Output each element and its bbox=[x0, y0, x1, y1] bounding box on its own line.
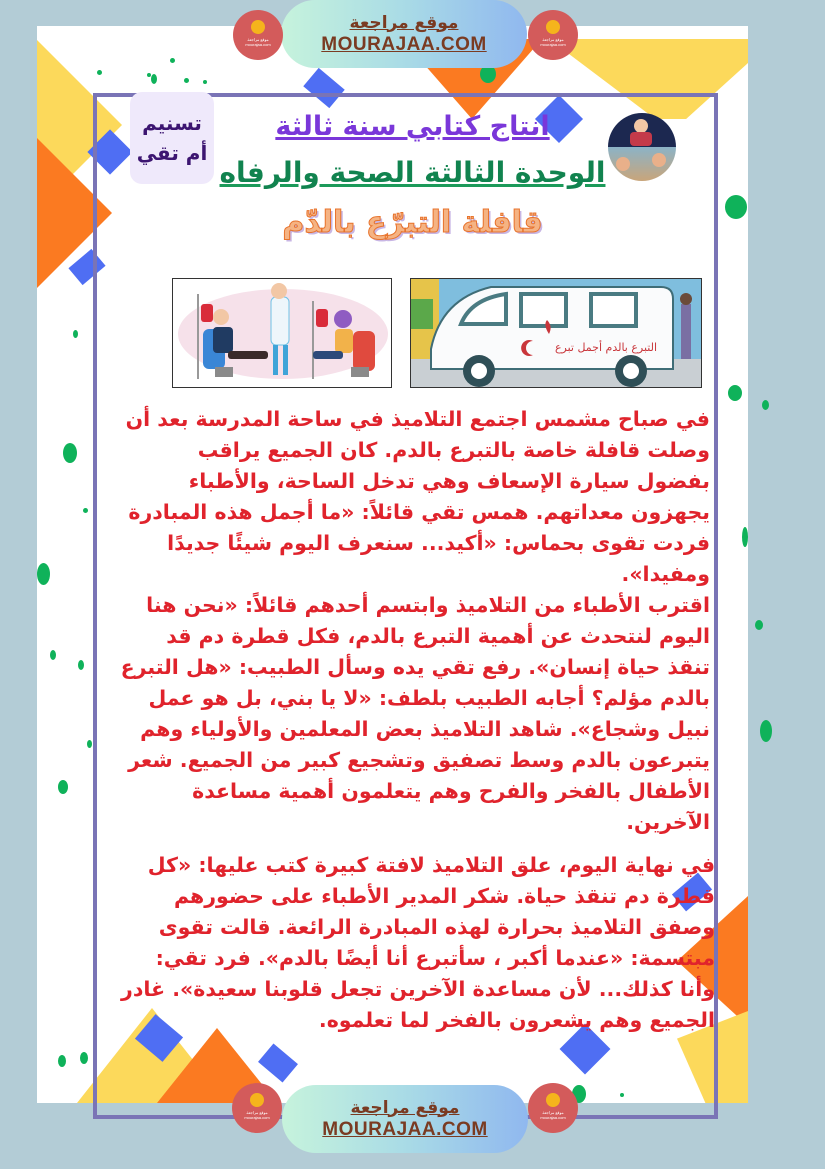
banner-arabic: موقع مراجعة bbox=[349, 12, 459, 33]
page-title: انتاج كتابي سنة ثالثة bbox=[275, 111, 550, 142]
unit-title: الوحدة الثالثة الصحة والرفاه bbox=[219, 156, 606, 189]
splatter-dot bbox=[728, 385, 742, 401]
splatter-dot bbox=[78, 660, 84, 670]
book-coin-icon bbox=[250, 1093, 264, 1107]
ambulance-van-icon bbox=[411, 279, 702, 388]
book-coin-icon bbox=[546, 1093, 560, 1107]
banner-arabic: موقع مراجعة bbox=[350, 1097, 460, 1118]
story-title: قافلة التبرّع بالدّم bbox=[282, 205, 543, 240]
splatter-dot bbox=[203, 80, 207, 84]
splatter-dot bbox=[80, 1052, 88, 1064]
svg-text:التبرع بالدم أجمل تبرع: التبرع بالدم أجمل تبرع bbox=[554, 341, 658, 354]
story-paragraph-1: في صباح مشمس اجتمع التلاميذ في ساحة المدرسة بعد أن وصلت قافلة خاصة بالتبرع بالدم. كان الجميع يراقب بفضول سيارة الإسعاف وهي تدخل الساحة، والأطباء يجهزون معداتهم. همس تقي قائلاً: «ما أجمل هذه المبادرة فردت تقوى بحماس: «أكيد... سنعرف اليوم شيئًا جديدًا ومفيدا». bbox=[125, 407, 710, 586]
site-badge: موقع مراجعة mourajaa.com bbox=[233, 10, 283, 60]
site-badge: موقع مراجعة mourajaa.com bbox=[528, 10, 578, 60]
footer-site-banner[interactable] bbox=[282, 1085, 528, 1153]
splatter-dot bbox=[97, 70, 102, 75]
splatter-dot bbox=[73, 330, 78, 338]
splatter-dot bbox=[184, 78, 189, 83]
splatter-dot bbox=[58, 780, 68, 794]
book-coin-icon bbox=[251, 20, 265, 34]
author-subtitle: أم تقي bbox=[136, 141, 208, 165]
blood-donation-illustration bbox=[172, 278, 392, 388]
splatter-dot bbox=[37, 563, 50, 585]
splatter-dot bbox=[63, 443, 77, 463]
book-coin-icon bbox=[546, 20, 560, 34]
splatter-dot bbox=[760, 720, 772, 742]
story-paragraph-3: في نهاية اليوم، علق التلاميذ لافتة كبيرة كتب عليها: «كل قطرة دم تنقذ حياة. شكر المدير الأطباء على حضورهم وصفق التلاميذ بحرارة لهذه المبادرة الرائعة. قالت تقوى مبتسمة: «عندما أكبر ، سأتبرع أنا أيضًا بالدم». فرد تقي: وأنا كذلك... لأن مساعدة الآخرين تجعل قلوبنا سعيدة». غادر الجميع وهم يشعرون بالفخر لما تعلموه. bbox=[121, 853, 715, 1032]
splatter-dot bbox=[87, 740, 92, 748]
splatter-dot bbox=[58, 1055, 66, 1067]
splatter-dot bbox=[742, 527, 748, 547]
banner-latin: MOURAJAA.COM bbox=[321, 33, 487, 55]
blood-donation-van-image bbox=[410, 278, 702, 388]
site-badge: موقع مراجعة mourajaa.com bbox=[232, 1083, 282, 1133]
donation-scene-icon bbox=[173, 279, 392, 388]
story-paragraph-2: اقترب الأطباء من التلاميذ وابتسم أحدهم قائلاً: «نحن هنا اليوم لنتحدث عن أهمية التبرع بالدم، فكل قطرة دم قد تنقذ حياة إنسان». رفع تقي يده وسأل الطبيب: «هل التبرع بالدم مؤلم؟ أجابه الطبيب بلطف: «لا يا بني، بل هو عمل نبيل وشجاع». شاهد التلاميذ بعض المعلمين والأولياء وهم يتبرعون بالدم وسط تصفيق وتشجيع كبير من الجميع. شعر الأطفال بالفخر والفرح وهم يتعلمون أهمية مساعدة الآخرين. bbox=[120, 593, 710, 834]
header-site-banner[interactable] bbox=[281, 0, 527, 68]
splatter-dot bbox=[50, 650, 56, 660]
splatter-dot bbox=[151, 74, 157, 84]
splatter-dot bbox=[755, 620, 763, 630]
site-badge: موقع مراجعة mourajaa.com bbox=[528, 1083, 578, 1133]
author-name: تسنيم bbox=[142, 111, 202, 135]
splatter-dot bbox=[170, 58, 175, 63]
splatter-dot bbox=[83, 508, 88, 513]
banner-latin: MOURAJAA.COM bbox=[322, 1118, 488, 1140]
splatter-dot bbox=[762, 400, 769, 410]
